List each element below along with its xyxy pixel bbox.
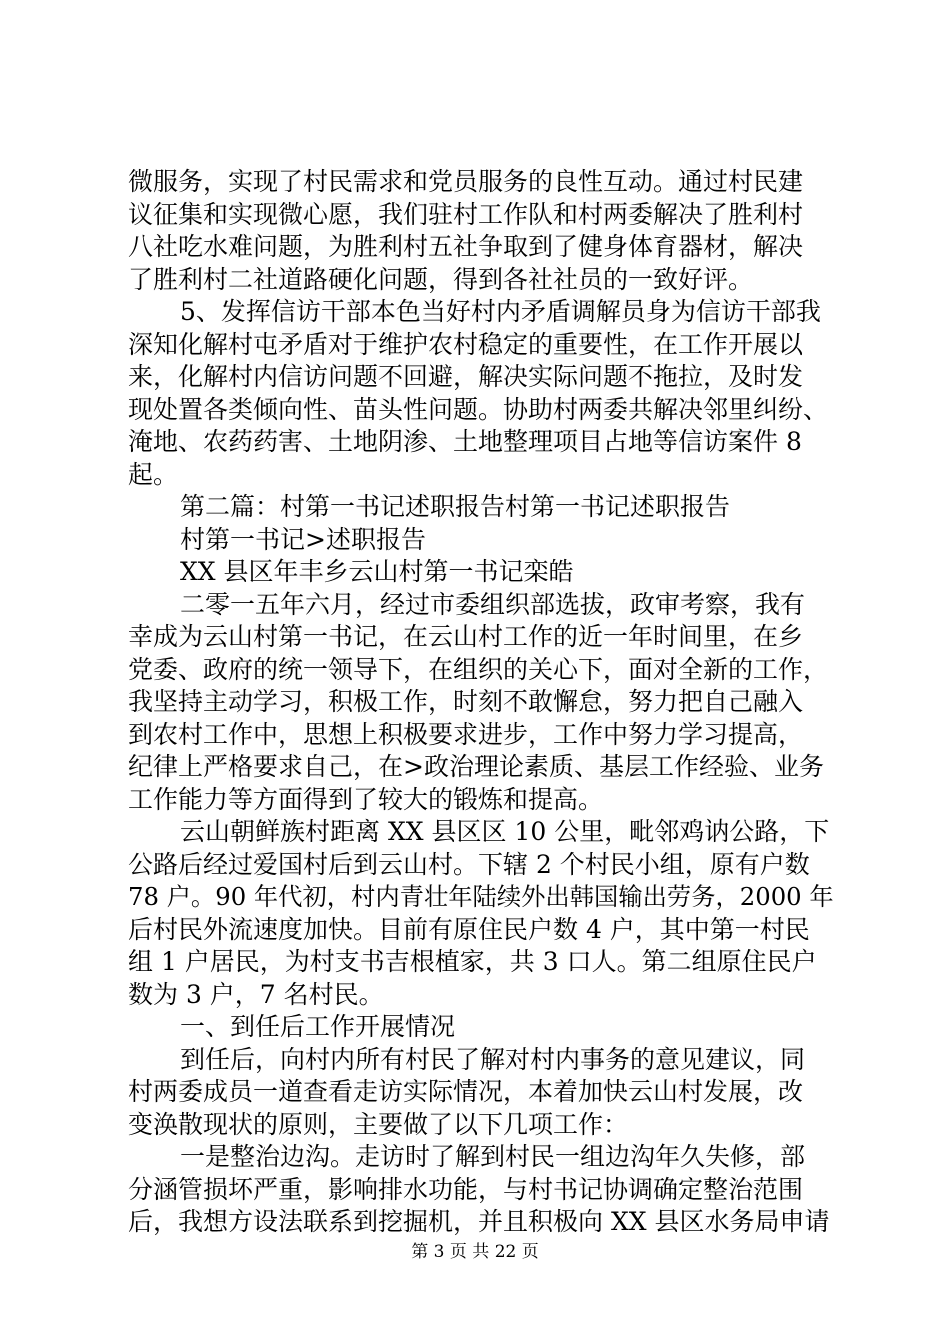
text-line: 八社吃水难问题，为胜利村五社争取到了健身体育器材，解决 (128, 232, 804, 261)
text-line: 第二篇：村第一书记述职报告村第一书记述职报告 (180, 492, 731, 521)
text-line: 二零一五年六月，经过市委组织部选拔，政审考察，我有 (180, 589, 806, 619)
text-line: 云山朝鲜族村距离 XX 县区区 10 公里，毗邻鸡讷公路，下 (180, 817, 830, 846)
text-line: 工作能力等方面得到了较大的锻炼和提高。 (128, 784, 604, 814)
text-line: XX 县区年丰乡云山村第一书记栾皓 (180, 557, 574, 586)
text-line: 我坚持主动学习，积极工作，时刻不敢懈怠，努力把自己融入 (128, 687, 804, 716)
text-line: 议征集和实现微心愿，我们驻村工作队和村两委解决了胜利村 (128, 199, 804, 229)
text-line: 现处置各类倾向性、苗头性问题。协助村两委共解决邻里纠纷、 (128, 394, 829, 424)
text-line: 数为 3 户，7 名村民。 (128, 979, 384, 1009)
text-line: 村第一书记>述职报告 (180, 524, 426, 554)
text-line: 深知化解村屯矛盾对于维护农村稳定的重要性，在工作开展以 (128, 329, 804, 359)
text-line: 5、发挥信访干部本色当好村内矛盾调解员身为信访干部我 (180, 297, 821, 326)
text-line: 幸成为云山村第一书记，在云山村工作的近一年时间里，在乡 (128, 622, 804, 651)
text-line: 变涣散现状的原则，主要做了以下几项工作： (128, 1109, 629, 1139)
page-footer: 第 3 页 共 22 页 (411, 1242, 539, 1262)
text-line: 一、到任后工作开展情况 (180, 1012, 456, 1041)
text-line: 来，化解村内信访问题不回避，解决实际问题不拖拉，及时发 (128, 362, 804, 391)
text-line: 一是整治边沟。走访时了解到村民一组边沟年久失修，部 (180, 1142, 806, 1171)
text-line: 起。 (128, 459, 179, 489)
text-line: 党委、政府的统一领导下，在组织的关心下，面对全新的工作， (128, 654, 829, 684)
text-line: 公路后经过爱国村后到云山村。下辖 2 个村民小组，原有户数 (128, 849, 810, 879)
text-line: 分涵管损坏严重，影响排水功能，与村书记协调确定整治范围 (128, 1174, 804, 1204)
text-line: 到任后，向村内所有村民了解对村内事务的意见建议，同 (180, 1044, 806, 1074)
text-line: 78 户。90 年代初，村内青壮年陆续外出韩国输出劳务，2000 年 (128, 882, 834, 911)
document-body (128, 166, 834, 1239)
text-line: 组 1 户居民，为村支书吉根植家，共 3 口人。第二组原住民户 (128, 947, 817, 976)
text-line: 村两委成员一道查看走访实际情况，本着加快云山村发展，改 (128, 1077, 804, 1106)
text-line: 淹地、农药药害、土地阴渗、土地整理项目占地等信访案件 8 (128, 427, 802, 456)
text-line: 了胜利村二社道路硬化问题，得到各社社员的一致好评。 (128, 264, 754, 294)
text-line: 微服务，实现了村民需求和党员服务的良性互动。通过村民建 (128, 167, 804, 196)
text-line: 后村民外流速度加快。目前有原住民户数 4 户，其中第一村民 (128, 914, 810, 944)
text-line: 到农村工作中，思想上积极要求进步，工作中努力学习提高， (128, 719, 804, 749)
text-line: 纪律上严格要求自己，在>政治理论素质、基层工作经验、业务 (128, 752, 824, 781)
text-line: 后，我想方设法联系到挖掘机，并且积极向 XX 县区水务局申请 (128, 1207, 830, 1236)
